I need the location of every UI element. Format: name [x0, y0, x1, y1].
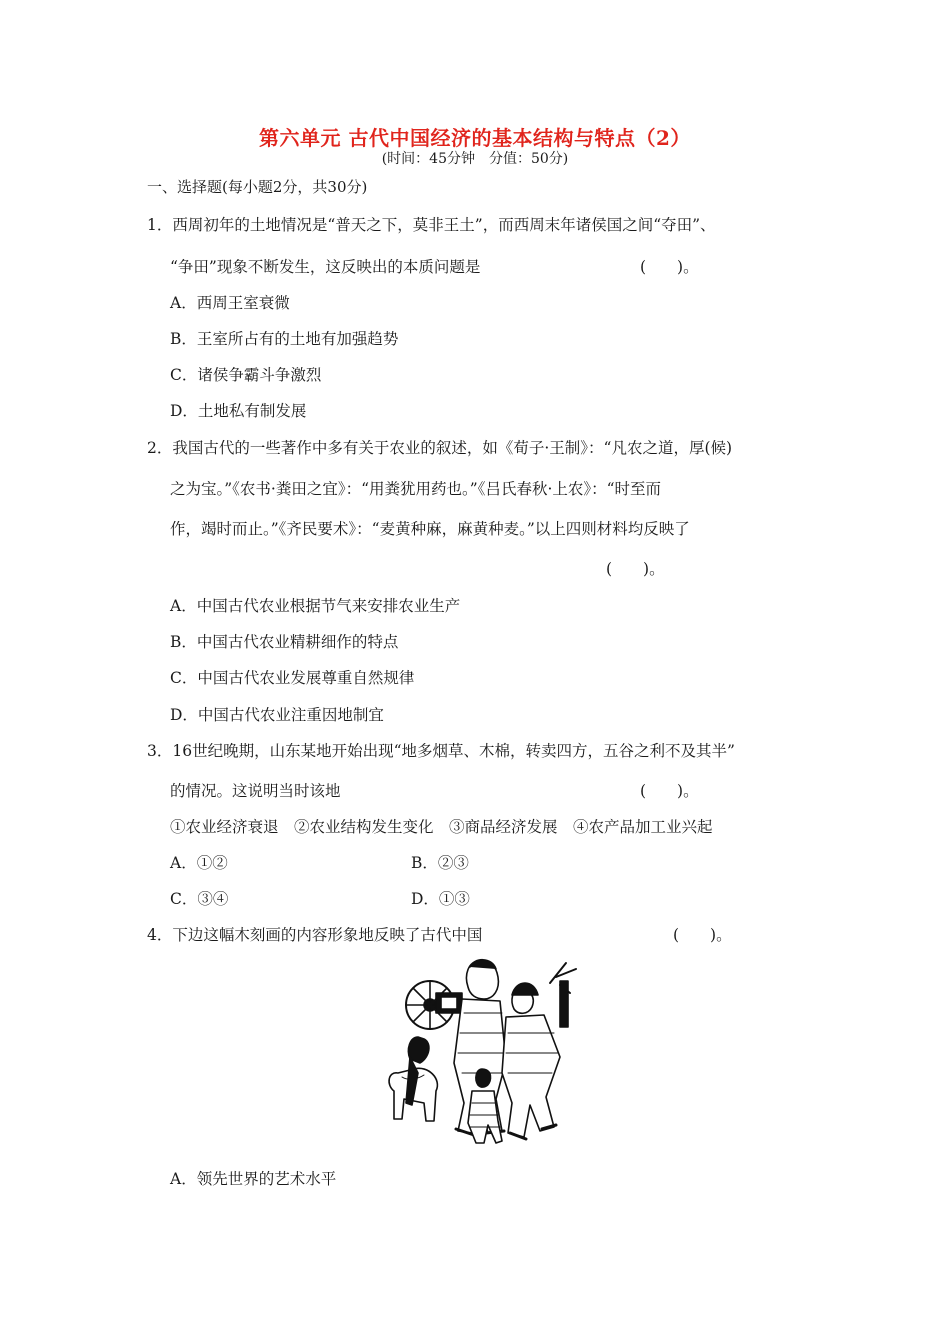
question-1-option-a[interactable]: A．西周王室衰微 [170, 294, 290, 312]
sheep-figure [389, 1037, 437, 1121]
question-2-line-1: 2．我国古代的一些著作中多有关于农业的叙述，如《荀子·王制》：“凡农之道，厚(候) [147, 439, 733, 457]
question-2-answer-blank[interactable]: ( )。 [606, 560, 665, 578]
question-3-option-a[interactable]: A．①② [170, 854, 228, 872]
question-1-option-d[interactable]: D．土地私有制发展 [170, 402, 307, 420]
right-figure [502, 963, 576, 1139]
question-3-statements: ①农业经济衰退 ②农业结构发生变化 ③商品经济发展 ④农产品加工业兴起 [170, 818, 713, 836]
exam-info: (时间：45分钟 分值：50分) [381, 151, 569, 167]
question-2-option-b[interactable]: B．中国古代农业精耕细作的特点 [170, 633, 399, 651]
question-3-answer-blank[interactable]: ( )。 [640, 782, 699, 800]
question-1-line-2: “争田”现象不断发生，这反映出的本质问题是 [170, 258, 481, 276]
question-1-option-b[interactable]: B．王室所占有的土地有加强趋势 [170, 330, 399, 348]
question-3-option-c[interactable]: C．③④ [170, 890, 229, 908]
page-title: 第六单元 古代中国经济的基本结构与特点（2） [259, 126, 691, 150]
question-3-option-b[interactable]: B．②③ [411, 854, 469, 872]
question-1-line-1: 1．西周初年的土地情况是“普天之下，莫非王土”，而西周末年诸侯国之间“夺田”、 [147, 216, 716, 234]
spinning-wheel-icon [406, 981, 462, 1029]
question-2-option-d[interactable]: D．中国古代农业注重因地制宜 [170, 706, 384, 724]
section-heading: 一、选择题(每小题2分，共30分) [147, 178, 368, 196]
question-2-option-c[interactable]: C．中国古代农业发展尊重自然规律 [170, 669, 415, 687]
question-4-option-a[interactable]: A．领先世界的艺术水平 [170, 1170, 337, 1188]
question-2-line-3: 作，竭时而止。”《齐民要术》：“麦黄种麻，麻黄种麦。”以上四则材料均反映了 [170, 520, 690, 538]
question-4-answer-blank[interactable]: ( )。 [673, 926, 732, 944]
question-3-option-d[interactable]: D．①③ [411, 890, 470, 908]
woodcut-illustration [384, 953, 584, 1146]
question-1-answer-blank[interactable]: ( )。 [640, 258, 699, 276]
question-2-option-a[interactable]: A．中国古代农业根据节气来安排农业生产 [170, 597, 461, 615]
question-4-line-1: 4．下边这幅木刻画的内容形象地反映了古代中国 [147, 926, 483, 944]
question-3-line-1: 3．16世纪晚期，山东某地开始出现“地多烟草、木棉，转卖四方，五谷之利不及其半” [147, 742, 735, 760]
question-3-line-2: 的情况。这说明当时该地 [170, 782, 341, 800]
question-2-line-2: 之为宝。”《农书·粪田之宜》：“用粪犹用药也。”《吕氏春秋·上农》：“时至而 [170, 480, 662, 498]
question-1-option-c[interactable]: C．诸侯争霸斗争激烈 [170, 366, 322, 384]
